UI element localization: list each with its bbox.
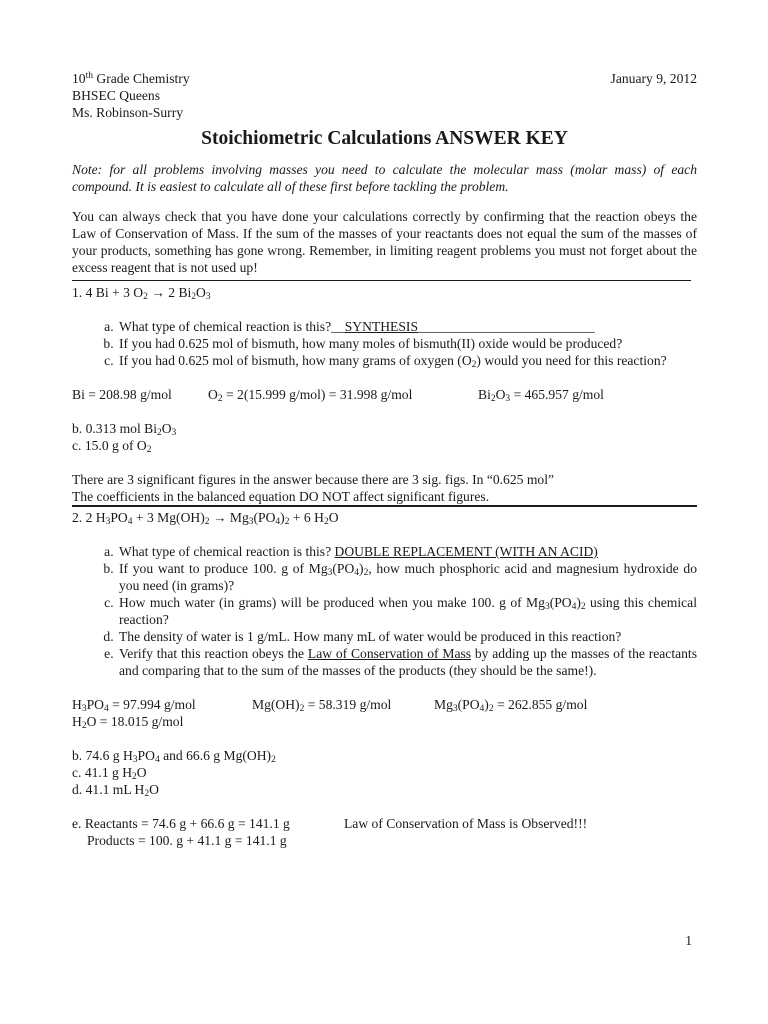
problem-2-questions [72,543,697,679]
problem-1-molar-masses [72,386,697,403]
answer-2c: c. 41.1 g $H_2O$ [72,765,147,782]
answer-1b: b. 0.313 mol $Bi_2O_3$ [72,421,177,438]
question-1b: b. If you had 0.625 mol of bismuth, how many moles of bismuth(II) oxide would be produced? [117,335,697,352]
question-2a: a. What type of chemical reaction is this? DOUBLE REPLACEMENT (WITH AN ACID) [117,543,697,560]
date-label: January 9, 2012 [610,71,697,86]
problem-1-equation: 1. 4 Bi + 3 $O_2 \to 2$ $Bi_2O_3$ [72,285,211,302]
molar-mass-bi2o3: $Bi_2O_3 = 465.957$ g/mol [478,387,604,404]
teacher-label: Ms. Robinson-Surry [72,105,184,120]
worksheet-page [72,70,697,849]
problem-1-questions [72,318,697,369]
problem-2-equation: 2. 2 $H_3PO_4 + 3$ $Mg(OH)_2 \to Mg_3(PO_4)_2 + 6$ $H_2O$ [72,510,339,527]
note-paragraph: Note: for all problems involving masses you need to calculate the molecular mass (molar mass) of each compound. It is easiest to calculate all of these first before tackling the problem. [72,162,697,194]
page-title: Stoichiometric Calculations ANSWER KEY [201,128,568,149]
question-2d: d. The density of water is 1 g/mL. How many mL of water would be produced in this reaction? [117,628,697,645]
course-label: 10th Grade Chemistry [72,71,190,86]
molar-mass-mg3po42: $Mg_3(PO_4)_2 = 262.855$ g/mol [434,697,588,714]
molar-mass-h2o: $H_2O = 18.015$ g/mol [72,714,184,731]
question-2b: b. If you want to produce 100. g of $Mg_3(PO_4)_2$, how much phosphoric acid and magnesium hydroxide do you need (in grams)? [117,560,697,594]
intro-paragraph: You can always check that you have done your calculations correctly by confirming that the reaction obeys the Law of Conservation of Mass. If the sum of the masses of your reactants does not equal the sum of the masses of your products, something has gone wrong. Remember, in limiting reagent problems you must not forget about the excess reagent that is not used up! [72,209,697,275]
answer-2b: b. 74.6 g $H_3PO_4$ and 66.6 g $Mg(OH)_2$ [72,748,276,765]
sig-fig-note-2: The coefficients in the balanced equation DO NOT affect significant figures. [72,489,490,504]
answer-2e-line-1 [72,815,697,832]
page-number: 1 [685,933,692,948]
molar-mass-bi: Bi = 208.98 g/mol [72,387,172,402]
answer-2e-law: Law of Conservation of Mass is Observed!!! [344,816,588,831]
question-2c: c. How much water (in grams) will be produced when you make 100. g of $Mg_3(PO_4)_2$ using this chemical reaction? [117,594,697,628]
question-1a: a. What type of chemical reaction is this?__SYNTHESIS__________________________ [117,318,697,335]
sig-fig-note-1: There are 3 significant figures in the answer because there are 3 sig. figs. In “0.625 mol” [72,472,555,487]
molar-mass-mgoh2: $Mg(OH)_2 = 58.319$ g/mol [252,697,392,714]
school-label: BHSEC Queens [72,88,160,103]
answer-2e-products: Products = 100. g + 41.1 g = 141.1 g [87,833,287,848]
molar-mass-h3po4: $H_3PO_4 = 97.994$ g/mol [72,697,196,714]
answer-2d: d. 41.1 mL $H_2O$ [72,782,159,799]
section-divider [72,280,691,281]
answer-1c: c. 15.0 g of $O_2$ [72,438,152,455]
problem-2-molar-masses [72,696,697,713]
question-1c: c. If you had 0.625 mol of bismuth, how many grams of oxygen $(O_2)$ would you need for this reaction? [117,352,697,369]
problem-divider [72,505,697,507]
header-row [72,70,697,87]
molar-mass-o2: $O_2 = 2(15.999$ g/mol) = 31.998 g/mol [208,387,413,404]
answer-2e-reactants: e. Reactants = 74.6 g + 66.6 g = 141.1 g [72,816,290,831]
question-2e: e. Verify that this reaction obeys the Law of Conservation of Mass by adding up the masses of the reactants and comparing that to the sum of the masses of the products (they should be the same!). [117,645,697,679]
